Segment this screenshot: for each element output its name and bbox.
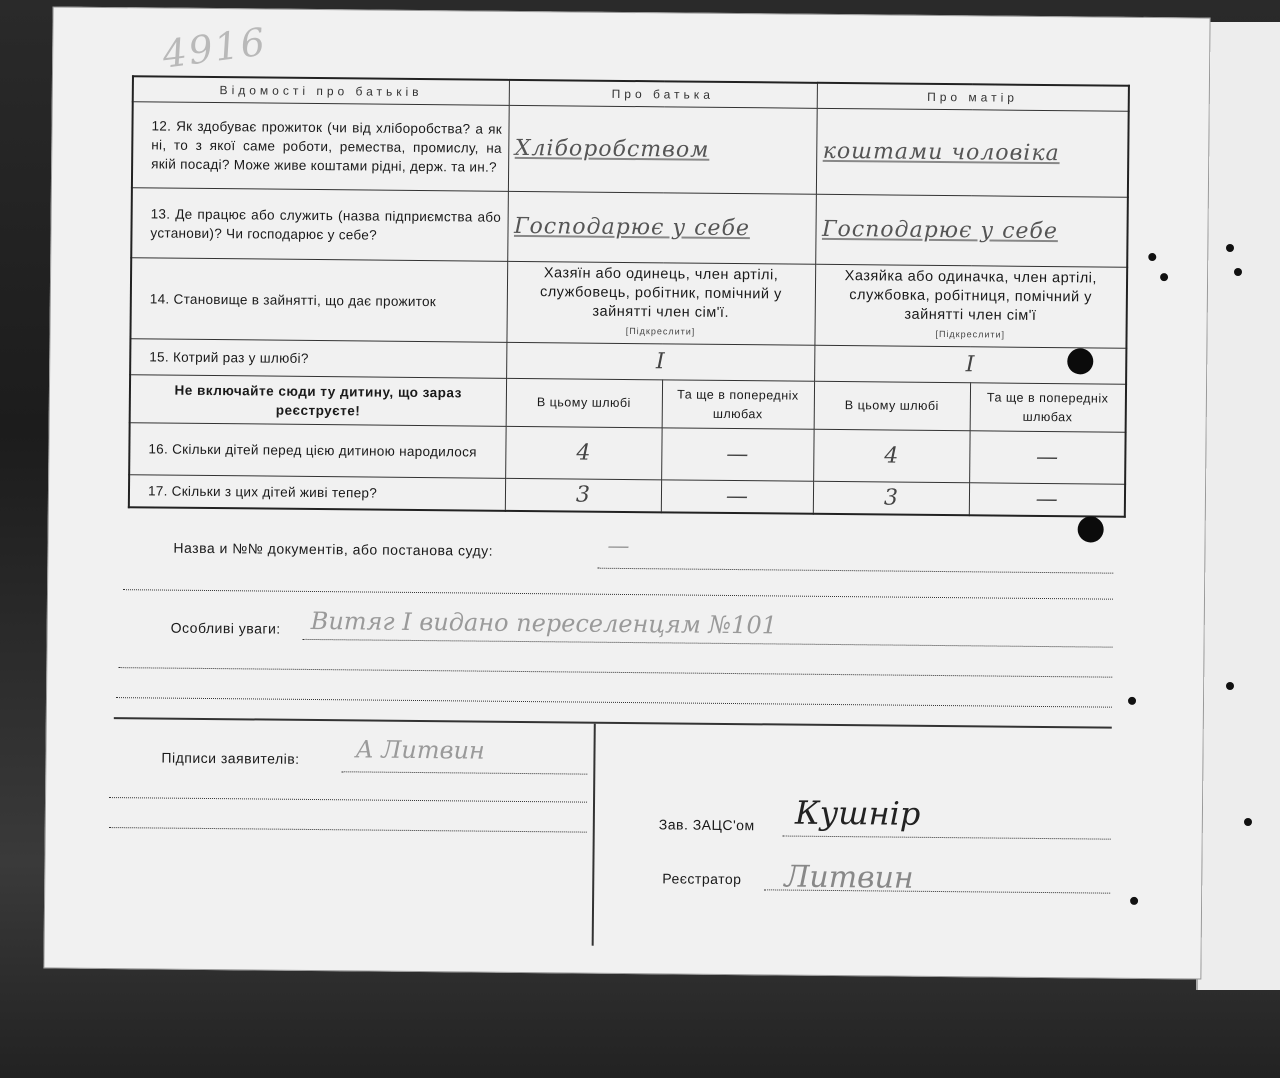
answer-16-mother-this: 4 — [813, 429, 969, 482]
registrar-label: Реєстратор — [662, 870, 742, 888]
remarks-value: Витяг I видано переселенцям №101 — [310, 606, 778, 640]
question-14: 14. Становище в зайнятті, що дає прожиток — [130, 258, 507, 343]
question-16: 16. Скільки дітей перед цією дитиною народилося — [129, 423, 505, 479]
archive-number: 4916 — [159, 19, 270, 77]
punch-hole — [1128, 697, 1136, 705]
head-zags-line — [783, 836, 1111, 840]
subheader-father-previous-marriages: Та ще в попередніх шлюбах — [662, 380, 814, 429]
documents-value: — — [607, 533, 630, 560]
father-status-options: Хазяїн або одинець, член артілі, службовець, робітник, помічний у зайнятті член сім'ї. — [539, 265, 782, 321]
punch-hole — [1130, 897, 1138, 905]
remarks-line — [303, 639, 1113, 648]
document-page — [43, 6, 1210, 979]
mother-status-options: Хазяйка або одиначка, член артілі, службовка, робітниця, помічний у зайнятті член сім'ї — [844, 268, 1098, 324]
punch-hole — [1148, 253, 1156, 261]
answer-17-father-this: 3 — [505, 478, 661, 511]
head-zags-label: Зав. ЗАЦС'ом — [658, 816, 755, 834]
answer-14-mother — [814, 264, 1127, 348]
row-q16 — [129, 423, 1125, 485]
answer-13-father: Господарює у себе — [507, 191, 816, 264]
punch-hole — [1160, 273, 1168, 281]
answer-17-mother-this: 3 — [813, 481, 969, 514]
applicants-line — [341, 771, 587, 774]
parents-info-table — [128, 75, 1130, 517]
remarks-line-3 — [116, 697, 1112, 708]
applicants-line-2 — [109, 797, 587, 803]
exclusion-note: Не включайте сюди ту дитину, що зараз реєструєте! — [130, 375, 506, 427]
question-15: 15. Котрий раз у шлюбі? — [130, 339, 506, 379]
subheader-mother-this-marriage: В цьому шлюбі — [814, 381, 970, 430]
subheader-mother-previous-marriages: Та ще в попередніх шлюбах — [970, 383, 1126, 432]
answer-16-father-this: 4 — [505, 426, 661, 479]
head-zags-signature: Кушнір — [794, 793, 921, 833]
answer-14-father — [506, 261, 815, 345]
question-13: 13. Де працює або служить (назва підприємства або установи)? Чи господарює у себе? — [131, 188, 508, 262]
documents-line-2 — [123, 589, 1113, 600]
applicants-signature-label: Підписи заявителів: — [161, 749, 300, 767]
subheader-father-this-marriage: В цьому шлюбі — [506, 378, 662, 427]
applicants-signature: А Литвин — [355, 735, 485, 765]
row-q13 — [131, 188, 1128, 268]
father-underline-note: [Підкреслити] — [625, 325, 696, 337]
header-mother: Про матір — [817, 83, 1129, 111]
answer-12-mother: коштами чоловіка — [816, 108, 1129, 197]
punch-hole — [1078, 516, 1104, 542]
punch-hole — [1067, 348, 1093, 374]
punch-hole — [1234, 268, 1242, 276]
signature-divider — [592, 724, 596, 946]
answer-17-mother-prev: — — [969, 483, 1125, 516]
documents-line — [597, 568, 1113, 574]
punch-hole — [1226, 244, 1234, 252]
section-divider — [114, 717, 1112, 729]
answer-16-father-prev: — — [661, 428, 813, 481]
question-17: 17. Скільки з цих дітей живі тепер? — [129, 475, 505, 511]
documents-label: Назва и №№ документів, або постанова суду: — [173, 539, 494, 559]
remarks-line-2 — [118, 667, 1112, 678]
applicants-line-3 — [109, 827, 587, 833]
answer-13-mother: Господарює у себе — [815, 194, 1128, 267]
question-12: 12. Як здобуває прожиток (чи від хліборобства? а як ні, то з якої саме роботи, ремества, промислу, на якій посаді? Може живе коштами рідні, держ. та ин.? — [132, 102, 509, 192]
answer-12-father: Хліборобством — [508, 105, 817, 194]
punch-hole — [1244, 818, 1252, 826]
remarks-label: Особливі уваги: — [170, 619, 281, 637]
answer-16-mother-prev: — — [969, 431, 1125, 484]
row-q12 — [132, 102, 1129, 198]
answer-15-mother: I — [814, 345, 1126, 384]
row-q14 — [130, 258, 1127, 349]
registrar-signature: Литвин — [784, 859, 914, 896]
answer-15-father: I — [506, 342, 814, 381]
mother-underline-note: [Підкреслити] — [935, 328, 1006, 340]
answer-17-father-prev: — — [661, 480, 813, 513]
header-parents-info: Відомості про батьків — [133, 76, 509, 105]
punch-hole — [1226, 682, 1234, 690]
header-father: Про батька — [509, 80, 817, 108]
